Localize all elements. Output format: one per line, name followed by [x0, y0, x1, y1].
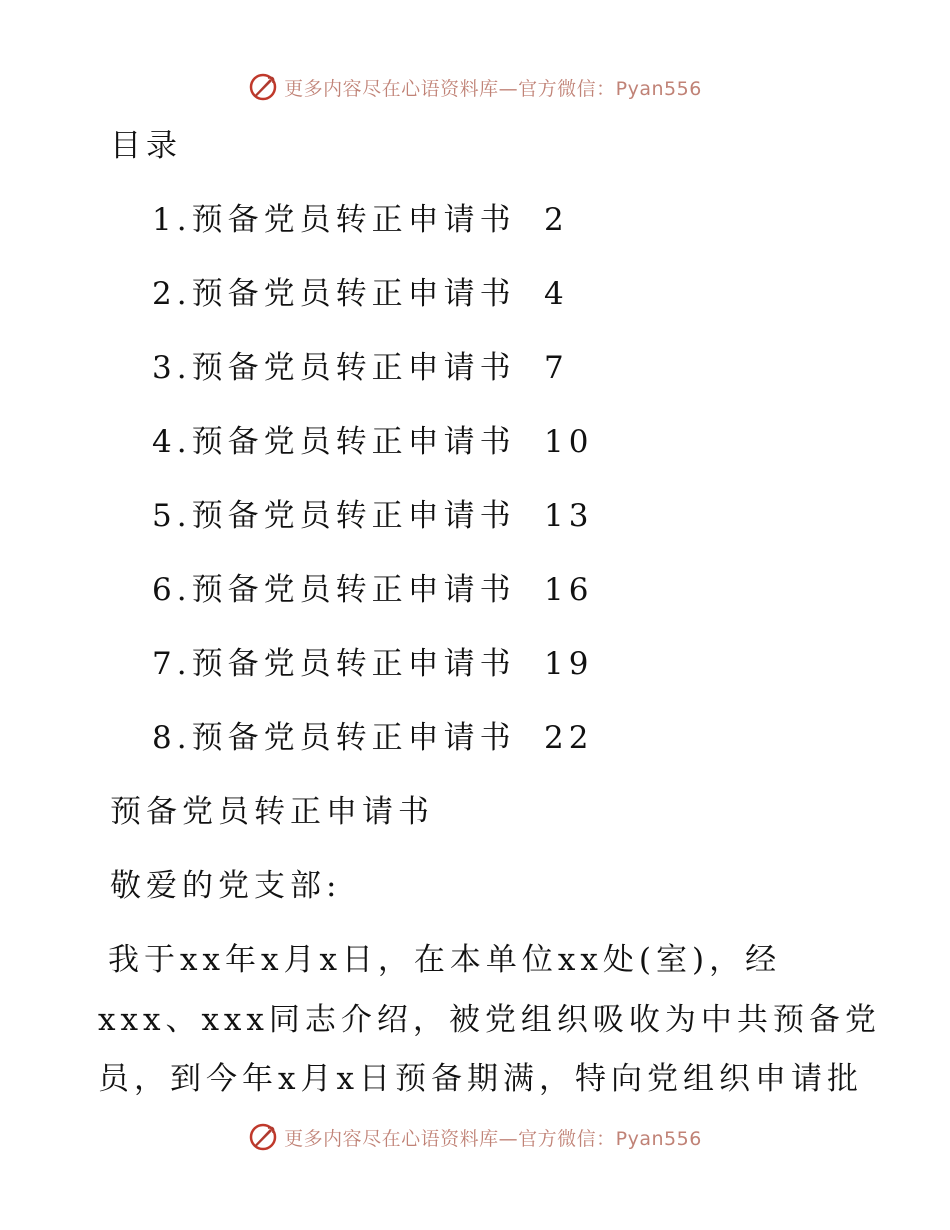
footer-watermark	[0, 1122, 950, 1152]
body-paragraph-line: 我于xx年x月x日，在本单位xx处(室)，经	[108, 942, 782, 978]
toc-item-label: 2.预备党员转正申请书	[152, 276, 516, 312]
watermark-text: 更多内容尽在心语资料库—官方微信：Pyan556	[284, 1127, 702, 1150]
body-paragraph-line: xxx、xxx同志介绍，被党组织吸收为中共预备党	[98, 1002, 881, 1038]
toc-item-page: 7	[544, 350, 569, 386]
body-paragraph-line: 员，到今年x月x日预备期满，特向党组织申请批	[98, 1061, 863, 1097]
toc-item-label: 3.预备党员转正申请书	[152, 350, 516, 386]
toc-title: 目录	[110, 128, 182, 164]
toc-item[interactable]	[152, 274, 672, 314]
toc-item-label: 5.预备党员转正申请书	[152, 498, 516, 534]
salutation: 敬爱的党支部:	[110, 868, 342, 904]
toc-item-page: 19	[544, 646, 594, 682]
toc-item-page: 13	[544, 498, 594, 534]
toc-item[interactable]	[152, 348, 672, 388]
quill-pen-logo-icon	[248, 1122, 278, 1152]
toc-item-page: 10	[544, 424, 594, 460]
toc-item-page: 2	[544, 202, 569, 238]
toc-item-label: 6.预备党员转正申请书	[152, 572, 516, 608]
toc-item[interactable]	[152, 422, 672, 462]
toc-item-label: 7.预备党员转正申请书	[152, 646, 516, 682]
toc-item[interactable]	[152, 570, 672, 610]
toc-item[interactable]	[152, 718, 672, 758]
toc-item-page: 22	[544, 720, 594, 756]
toc-item-label: 8.预备党员转正申请书	[152, 720, 516, 756]
toc-item[interactable]	[152, 496, 672, 536]
toc-item-label: 1.预备党员转正申请书	[152, 202, 516, 238]
toc-item[interactable]	[152, 644, 672, 684]
toc-item-page: 16	[544, 572, 594, 608]
toc-item-label: 4.预备党员转正申请书	[152, 424, 516, 460]
watermark-text: 更多内容尽在心语资料库—官方微信：Pyan556	[284, 77, 702, 100]
toc-item-page: 4	[544, 276, 569, 312]
toc-item[interactable]	[152, 200, 672, 240]
section-title: 预备党员转正申请书	[110, 794, 434, 830]
